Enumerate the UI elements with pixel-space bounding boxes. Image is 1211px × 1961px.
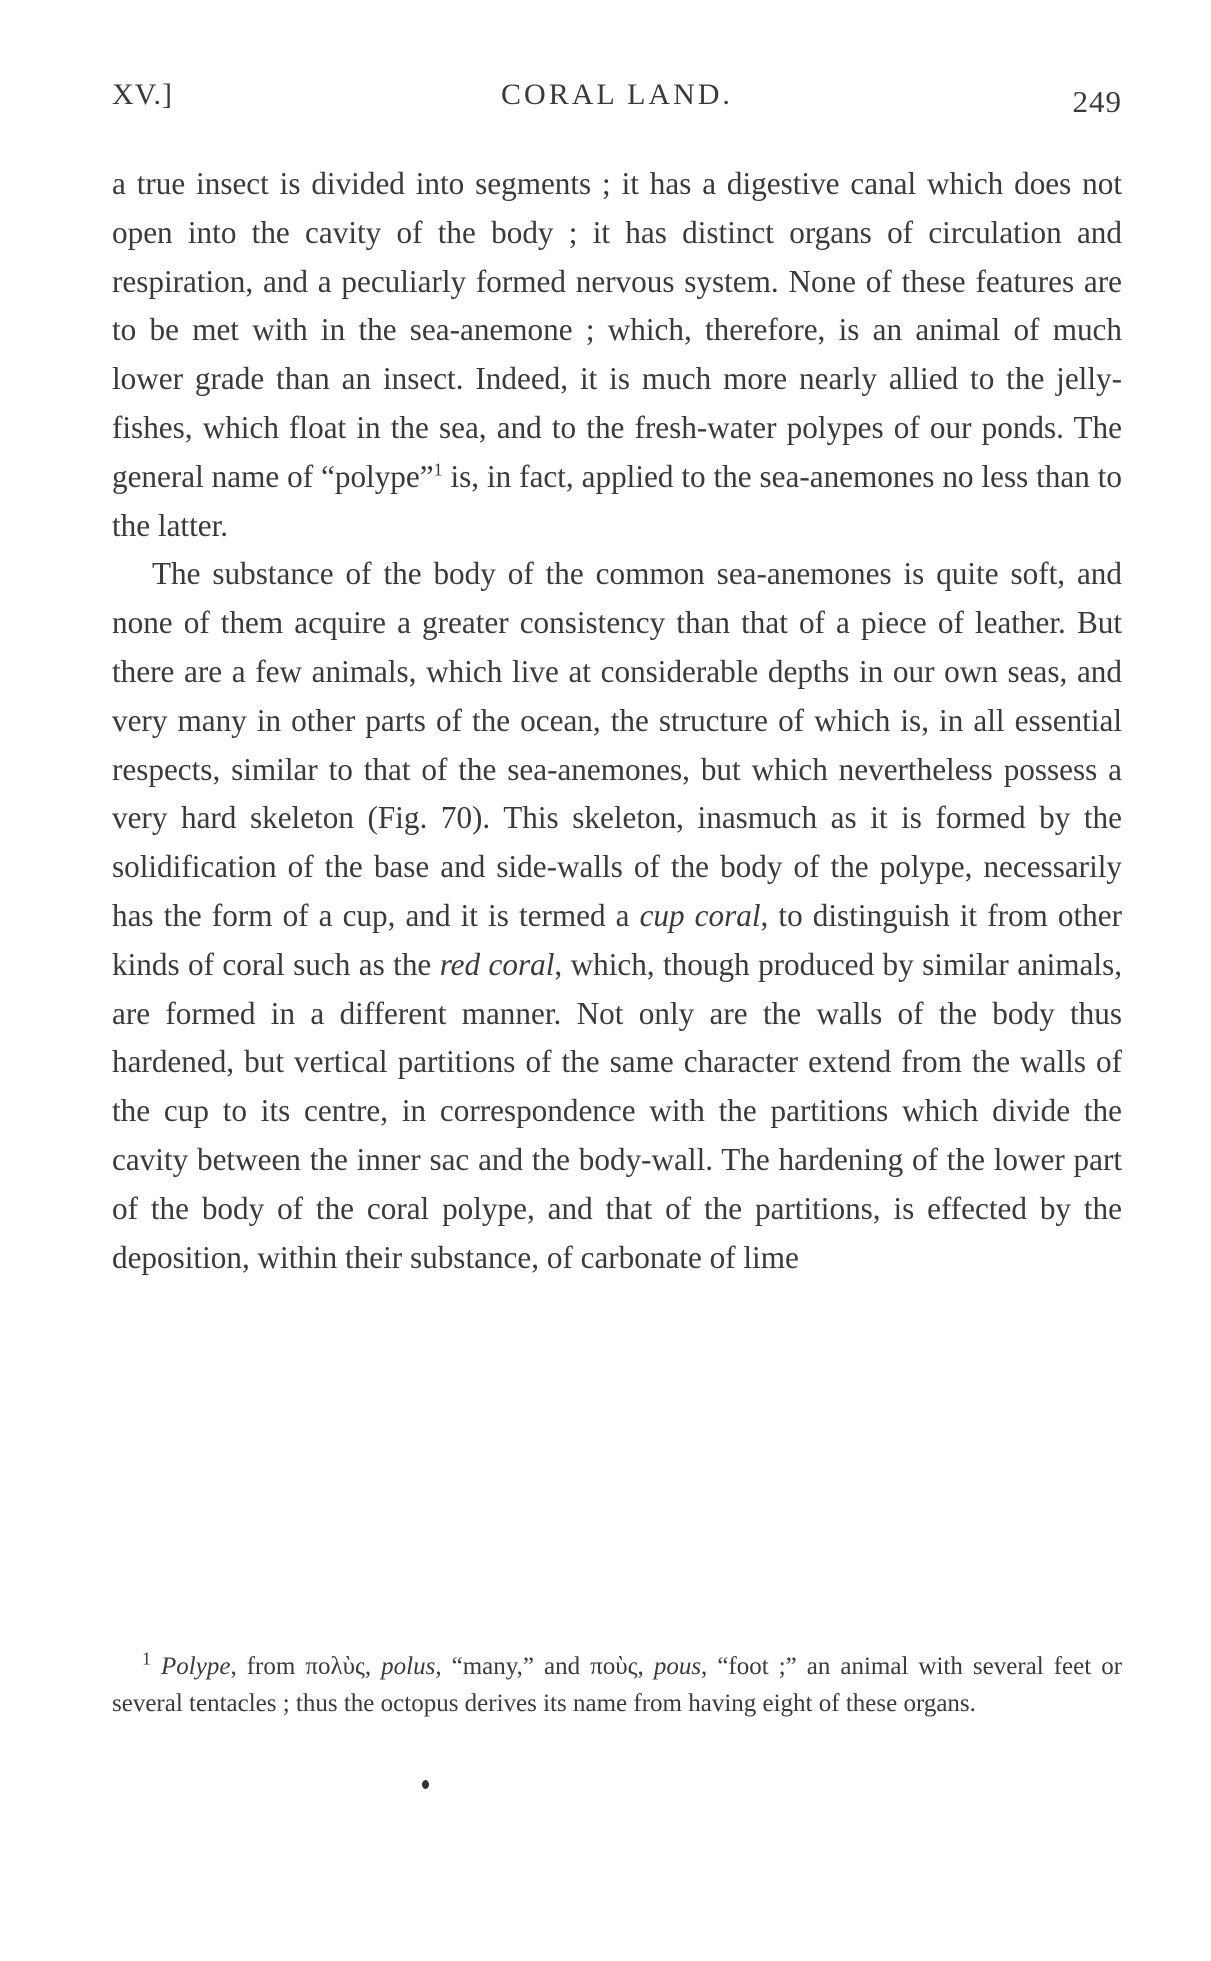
paragraph-1-text-after: is, in fact, applied to the sea-anemones no less than to the latter. (112, 458, 1122, 543)
footnote-text (112, 1648, 1122, 1722)
footnote-term: Polype (161, 1653, 231, 1680)
footnote-from: , from (230, 1653, 306, 1680)
term-red-coral: red coral (439, 946, 555, 982)
footnote (112, 1648, 1122, 1722)
paragraph-1 (112, 160, 1122, 550)
page-number: 249 (1072, 84, 1122, 119)
running-title: CORAL LAND. (501, 78, 733, 111)
main-text (112, 160, 1122, 1282)
ink-speck (422, 1780, 429, 1789)
paragraph-2-part-3: , which, though produced by similar animals, are formed in a different manner. Not only are the walls of the body thus hardened, but vertical partitions of the same character extend from the walls of the cup to its centre, in correspondence with the partitions which divide the cavity between the inner sac and the body-wall. The hardening of the lower part of the body of the coral polype, and that of the partitions, is effected by the deposition, within their substance, of carbonate of lime (112, 946, 1122, 1275)
footnote-separator: , (637, 1653, 654, 1680)
footnote-greek-pous: ποὺς (590, 1653, 638, 1680)
paragraph-2-part-1: The substance of the body of the common sea-anemones is quite soft, and none of them acquire a greater consistency than that of a piece of leather. But there are a few animals, which live at considerable depths in our own seas, and very many in other parts of the ocean, the structure of which is, in all essential respects, similar to that of the sea-anemones, but which nevertheless possess a very hard skeleton (Fig. 70). This skeleton, inasmuch as it is formed by the solidification of the base and side-walls of the body of the polype, necessarily has the form of a cup, and it is termed a (112, 556, 1122, 933)
chapter-number: XV.] (112, 78, 173, 111)
footnote-translit-polus: polus (381, 1653, 436, 1680)
paragraph-2 (112, 550, 1122, 1282)
term-cup-coral: cup coral (639, 897, 761, 933)
running-header (112, 78, 1122, 118)
footnote-translit-pous: pous (653, 1653, 702, 1680)
paragraph-1-text: a true insect is divided into segments ; it has a digestive canal which does not open into the cavity of the body ; it has distinct organs of circulation and respiration, and a peculiarly formed nervous system. None of these features are to be met with in the sea-anemone ; which, therefore, is an animal of much lower grade than an insect. Indeed, it is much more nearly allied to the jelly-fishes, which float in the sea, and to the fresh-water polypes of our ponds. The general name of “polype” (112, 166, 1122, 494)
footnote-separator: , (364, 1653, 382, 1680)
paragraph-2-part-2: , to distinguish it from other kinds of coral such as the (112, 897, 1122, 982)
footnote-marker: 1 (142, 1648, 151, 1669)
footnote-gloss-many: , “many,” and (435, 1653, 591, 1680)
footnote-reference: 1 (433, 459, 443, 480)
footnote-greek-polus: πολὺς (305, 1653, 365, 1680)
footnote-rest: , “foot ;” an animal with several feet or several tentacles ; thus the octopus derives its name from having eight of these organs. (112, 1653, 1123, 1717)
